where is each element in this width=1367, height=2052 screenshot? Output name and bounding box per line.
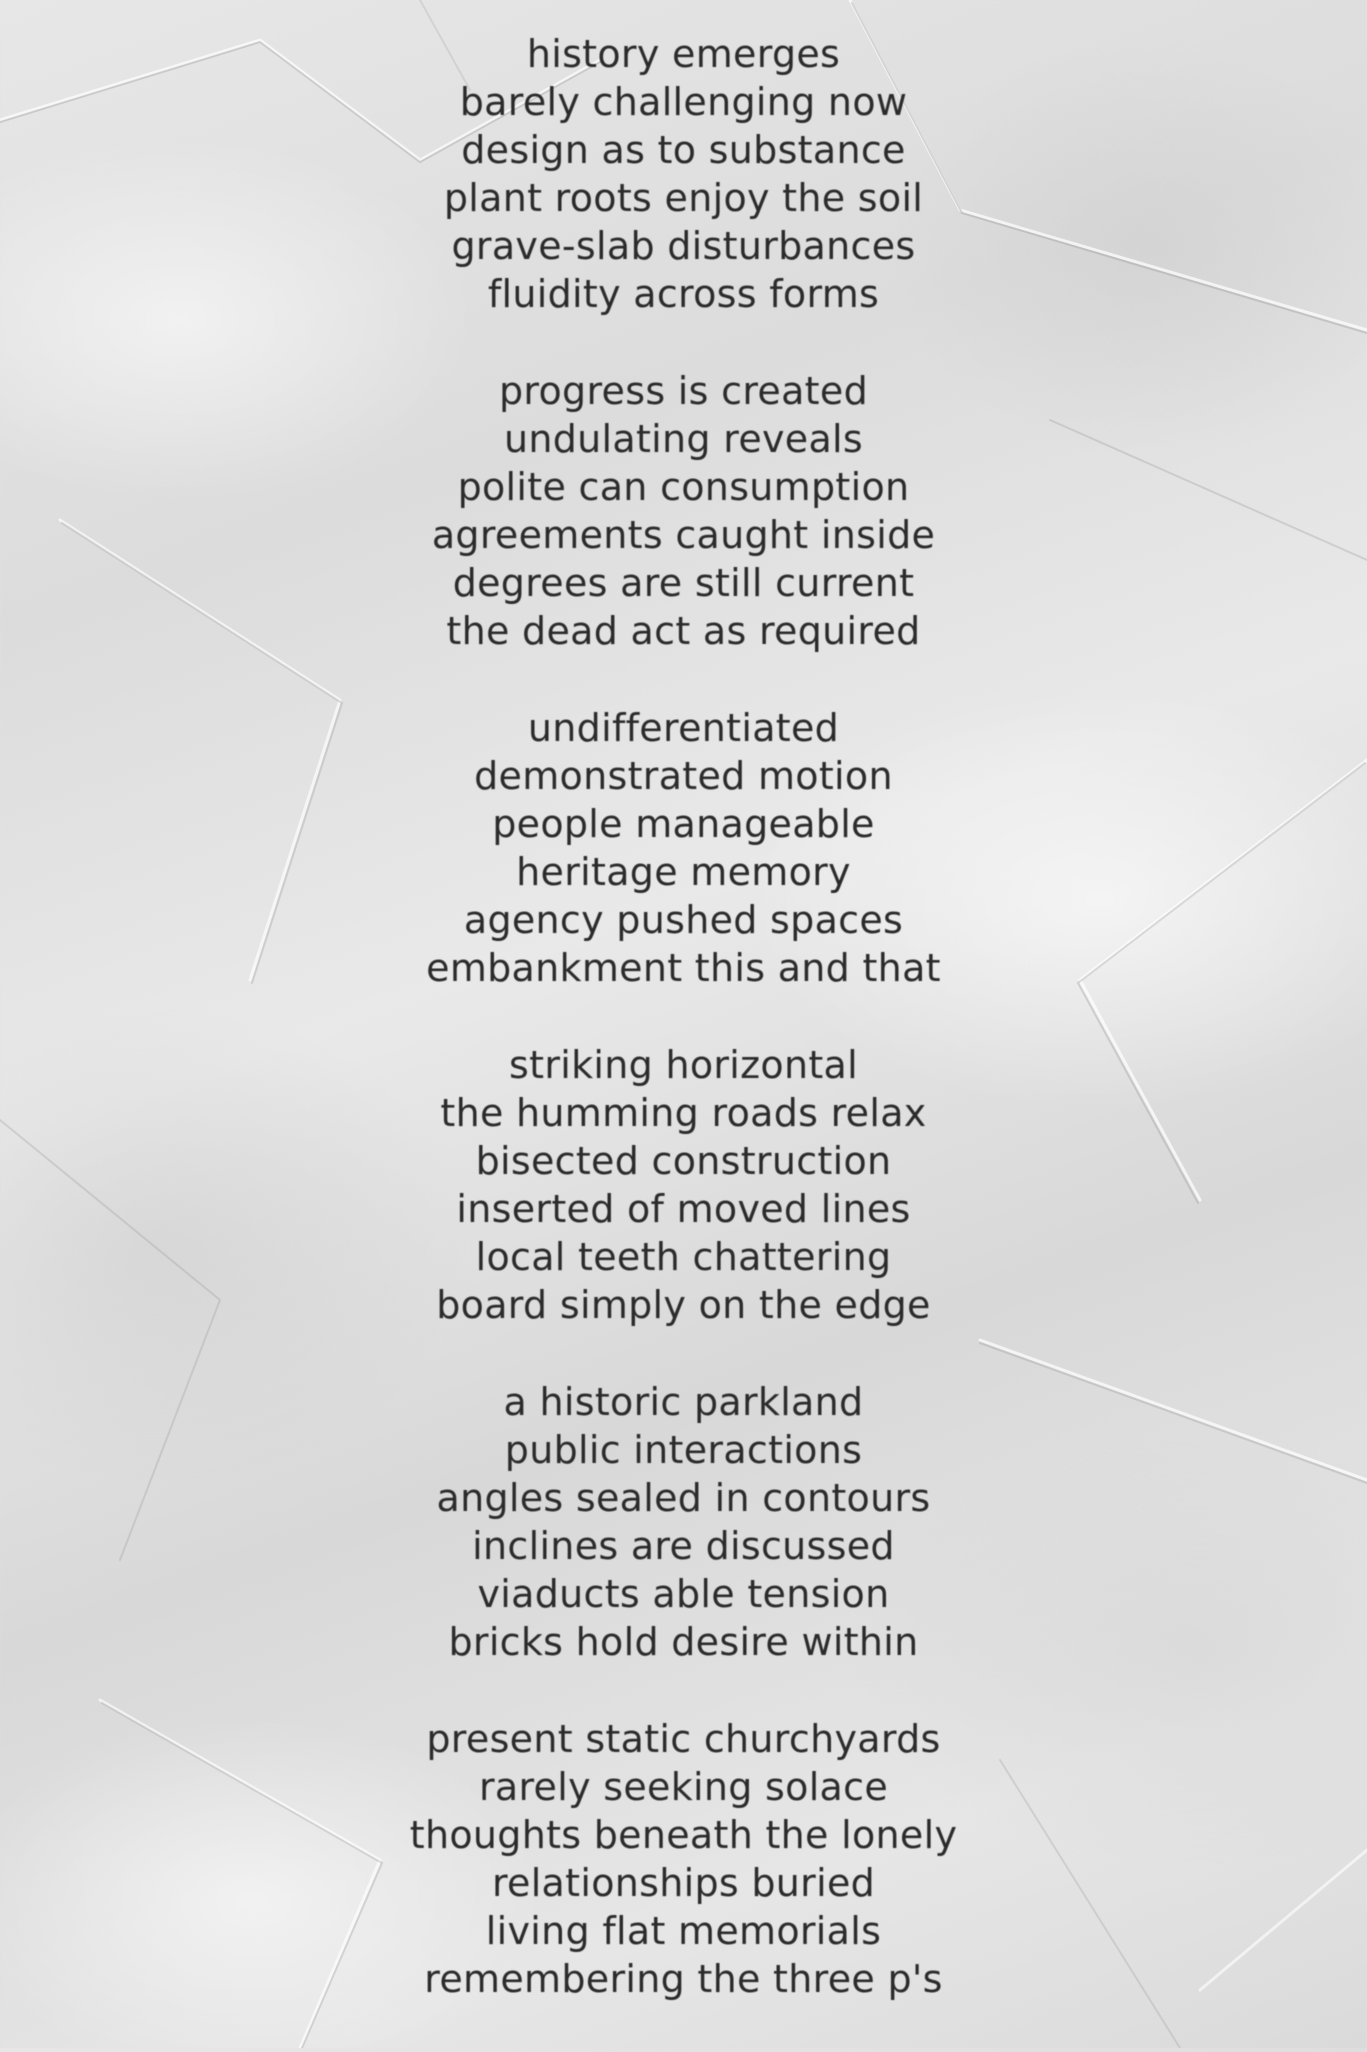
poem-line: living flat memorials [485,1909,882,1953]
poem-line: viaducts able tension [477,1572,890,1616]
poem-line: agency pushed spaces [463,898,904,942]
poem-line: public interactions [504,1428,863,1472]
poem-line: plant roots enjoy the soil [443,176,924,220]
poem-line: inclines are discussed [472,1524,895,1568]
poem-line: remembering the three p's [424,1957,943,2001]
poem-line: the dead act as required [446,609,921,653]
stanza-4 [0,1041,1367,1329]
poem-line: thoughts beneath the lonely [409,1813,958,1857]
poem-line: the humming roads relax [440,1091,927,1135]
poem-line: design as to substance [461,128,906,172]
poem-line: relationships buried [491,1861,876,1905]
poem-line: degrees are still current [452,561,915,605]
poem-line: fluidity across forms [487,272,880,316]
poem-line: history emerges [526,32,841,76]
stanza-1 [0,30,1367,318]
poem-line: grave-slab disturbances [451,224,916,268]
poem [0,30,1367,2052]
poem-line: agreements caught inside [431,513,936,557]
poem-line: board simply on the edge [436,1283,931,1327]
poem-line: bisected construction [475,1139,892,1183]
poem-line: inserted of moved lines [456,1187,911,1231]
poem-line: local teeth chattering [475,1235,892,1279]
poem-line: angles sealed in contours [436,1476,931,1520]
stanza-3 [0,704,1367,992]
poem-line: embankment this and that [426,946,941,990]
poem-line: people manageable [492,802,875,846]
poem-line: striking horizontal [509,1043,858,1087]
poem-line: heritage memory [516,850,851,894]
poem-line: demonstrated motion [474,754,893,798]
poem-line: present static churchyards [426,1717,941,1761]
poem-line: rarely seeking solace [478,1765,889,1809]
stanza-6 [0,1715,1367,2003]
poem-line: bricks hold desire within [448,1620,919,1664]
stanza-2 [0,367,1367,655]
poem-line: undifferentiated [527,706,840,750]
poem-line: a historic parkland [503,1380,864,1424]
stanza-5 [0,1378,1367,1666]
poem-line: undulating reveals [503,417,864,461]
poem-line: progress is created [498,369,868,413]
poem-line: polite can consumption [457,465,910,509]
poem-line: barely challenging now [459,80,908,124]
